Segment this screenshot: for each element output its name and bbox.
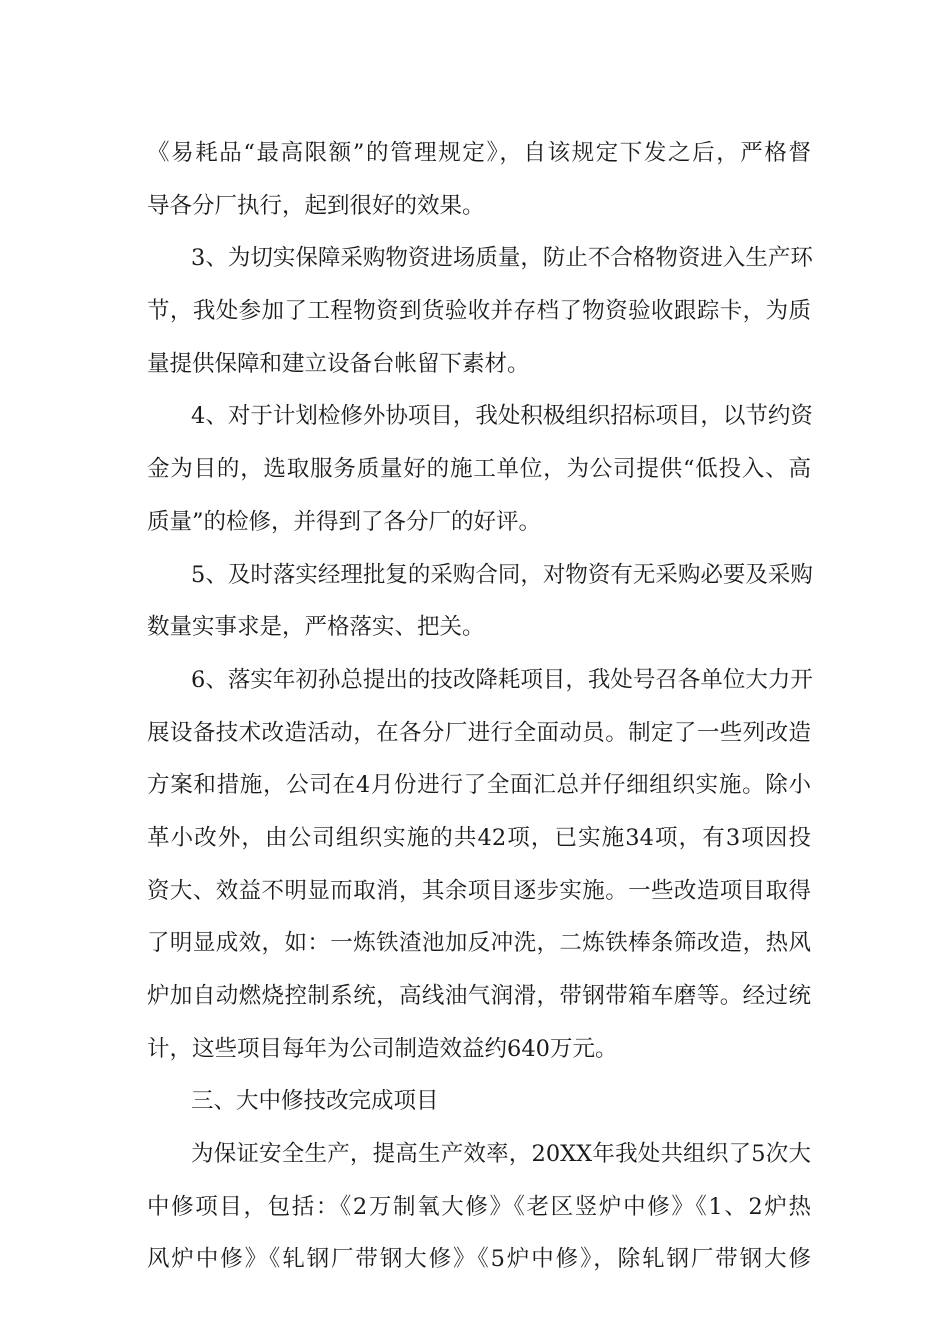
text-line: 中修项目，包括：《2万制氧大修》《老区竖炉中修》《1、2炉热 (147, 1193, 811, 1220)
text-line: 质量”的检修，并得到了各分厂的好评。 (147, 508, 542, 535)
text-line: 数量实事求是，严格落实、把关。 (147, 614, 485, 641)
paragraph-item-4: 4、对于计划检修外协项目，我处积极组织招标项目，以节约资 (191, 403, 813, 430)
text-line: 资大、效益不明显而取消，其余项目逐步实施。一些改造项目取得 (147, 877, 811, 904)
text-line: 了明显成效，如：一炼铁渣池加反冲洗，二炼铁棒条筛改造，热风 (147, 930, 811, 957)
text-line: 革小改外，由公司组织实施的共42项，已实施34项，有3项因投 (147, 824, 811, 851)
text-line: 金为目的，选取服务质量好的施工单位，为公司提供“低投入、高 (147, 456, 811, 483)
paragraph-start: 为保证安全生产，提高生产效率，20XX年我处共组织了5次大 (191, 1141, 811, 1168)
text-line: 计，这些项目每年为公司制造效益约640万元。 (147, 1035, 618, 1062)
text-line: 方案和措施，公司在4月份进行了全面汇总并仔细组织实施。除小 (147, 772, 811, 799)
text-line: 炉加自动燃烧控制系统，高线油气润滑，带钢带箱车磨等。经过统 (147, 983, 811, 1009)
body-text (147, 131, 811, 1290)
paragraph-item-3: 3、为切实保障采购物资进场质量，防止不合格物资进入生产环 (191, 245, 813, 272)
paragraph-item-5: 5、及时落实经理批复的采购合同，对物资有无采购必要及采购 (191, 561, 813, 588)
text-line: 导各分厂执行，起到很好的效果。 (147, 192, 485, 219)
text-line: 展设备技术改造活动，在各分厂进行全面动员。制定了一些列改造 (147, 719, 811, 746)
text-line: 量提供保障和建立设备台帐留下素材。 (147, 350, 530, 377)
section-heading: 三、大中修技改完成项目 (191, 1088, 439, 1115)
paragraph-item-6: 6、落实年初孙总提出的技改降耗项目，我处号召各单位大力开 (191, 666, 813, 693)
text-line: 《易耗品“最高限额”的管理规定》，自该规定下发之后，严格督 (147, 140, 811, 166)
text-line: 节，我处参加了工程物资到货验收并存档了物资验收跟踪卡，为质 (147, 298, 811, 325)
text-line: 风炉中修》《轧钢厂带钢大修》《5炉中修》，除轧钢厂带钢大修 (147, 1246, 811, 1273)
